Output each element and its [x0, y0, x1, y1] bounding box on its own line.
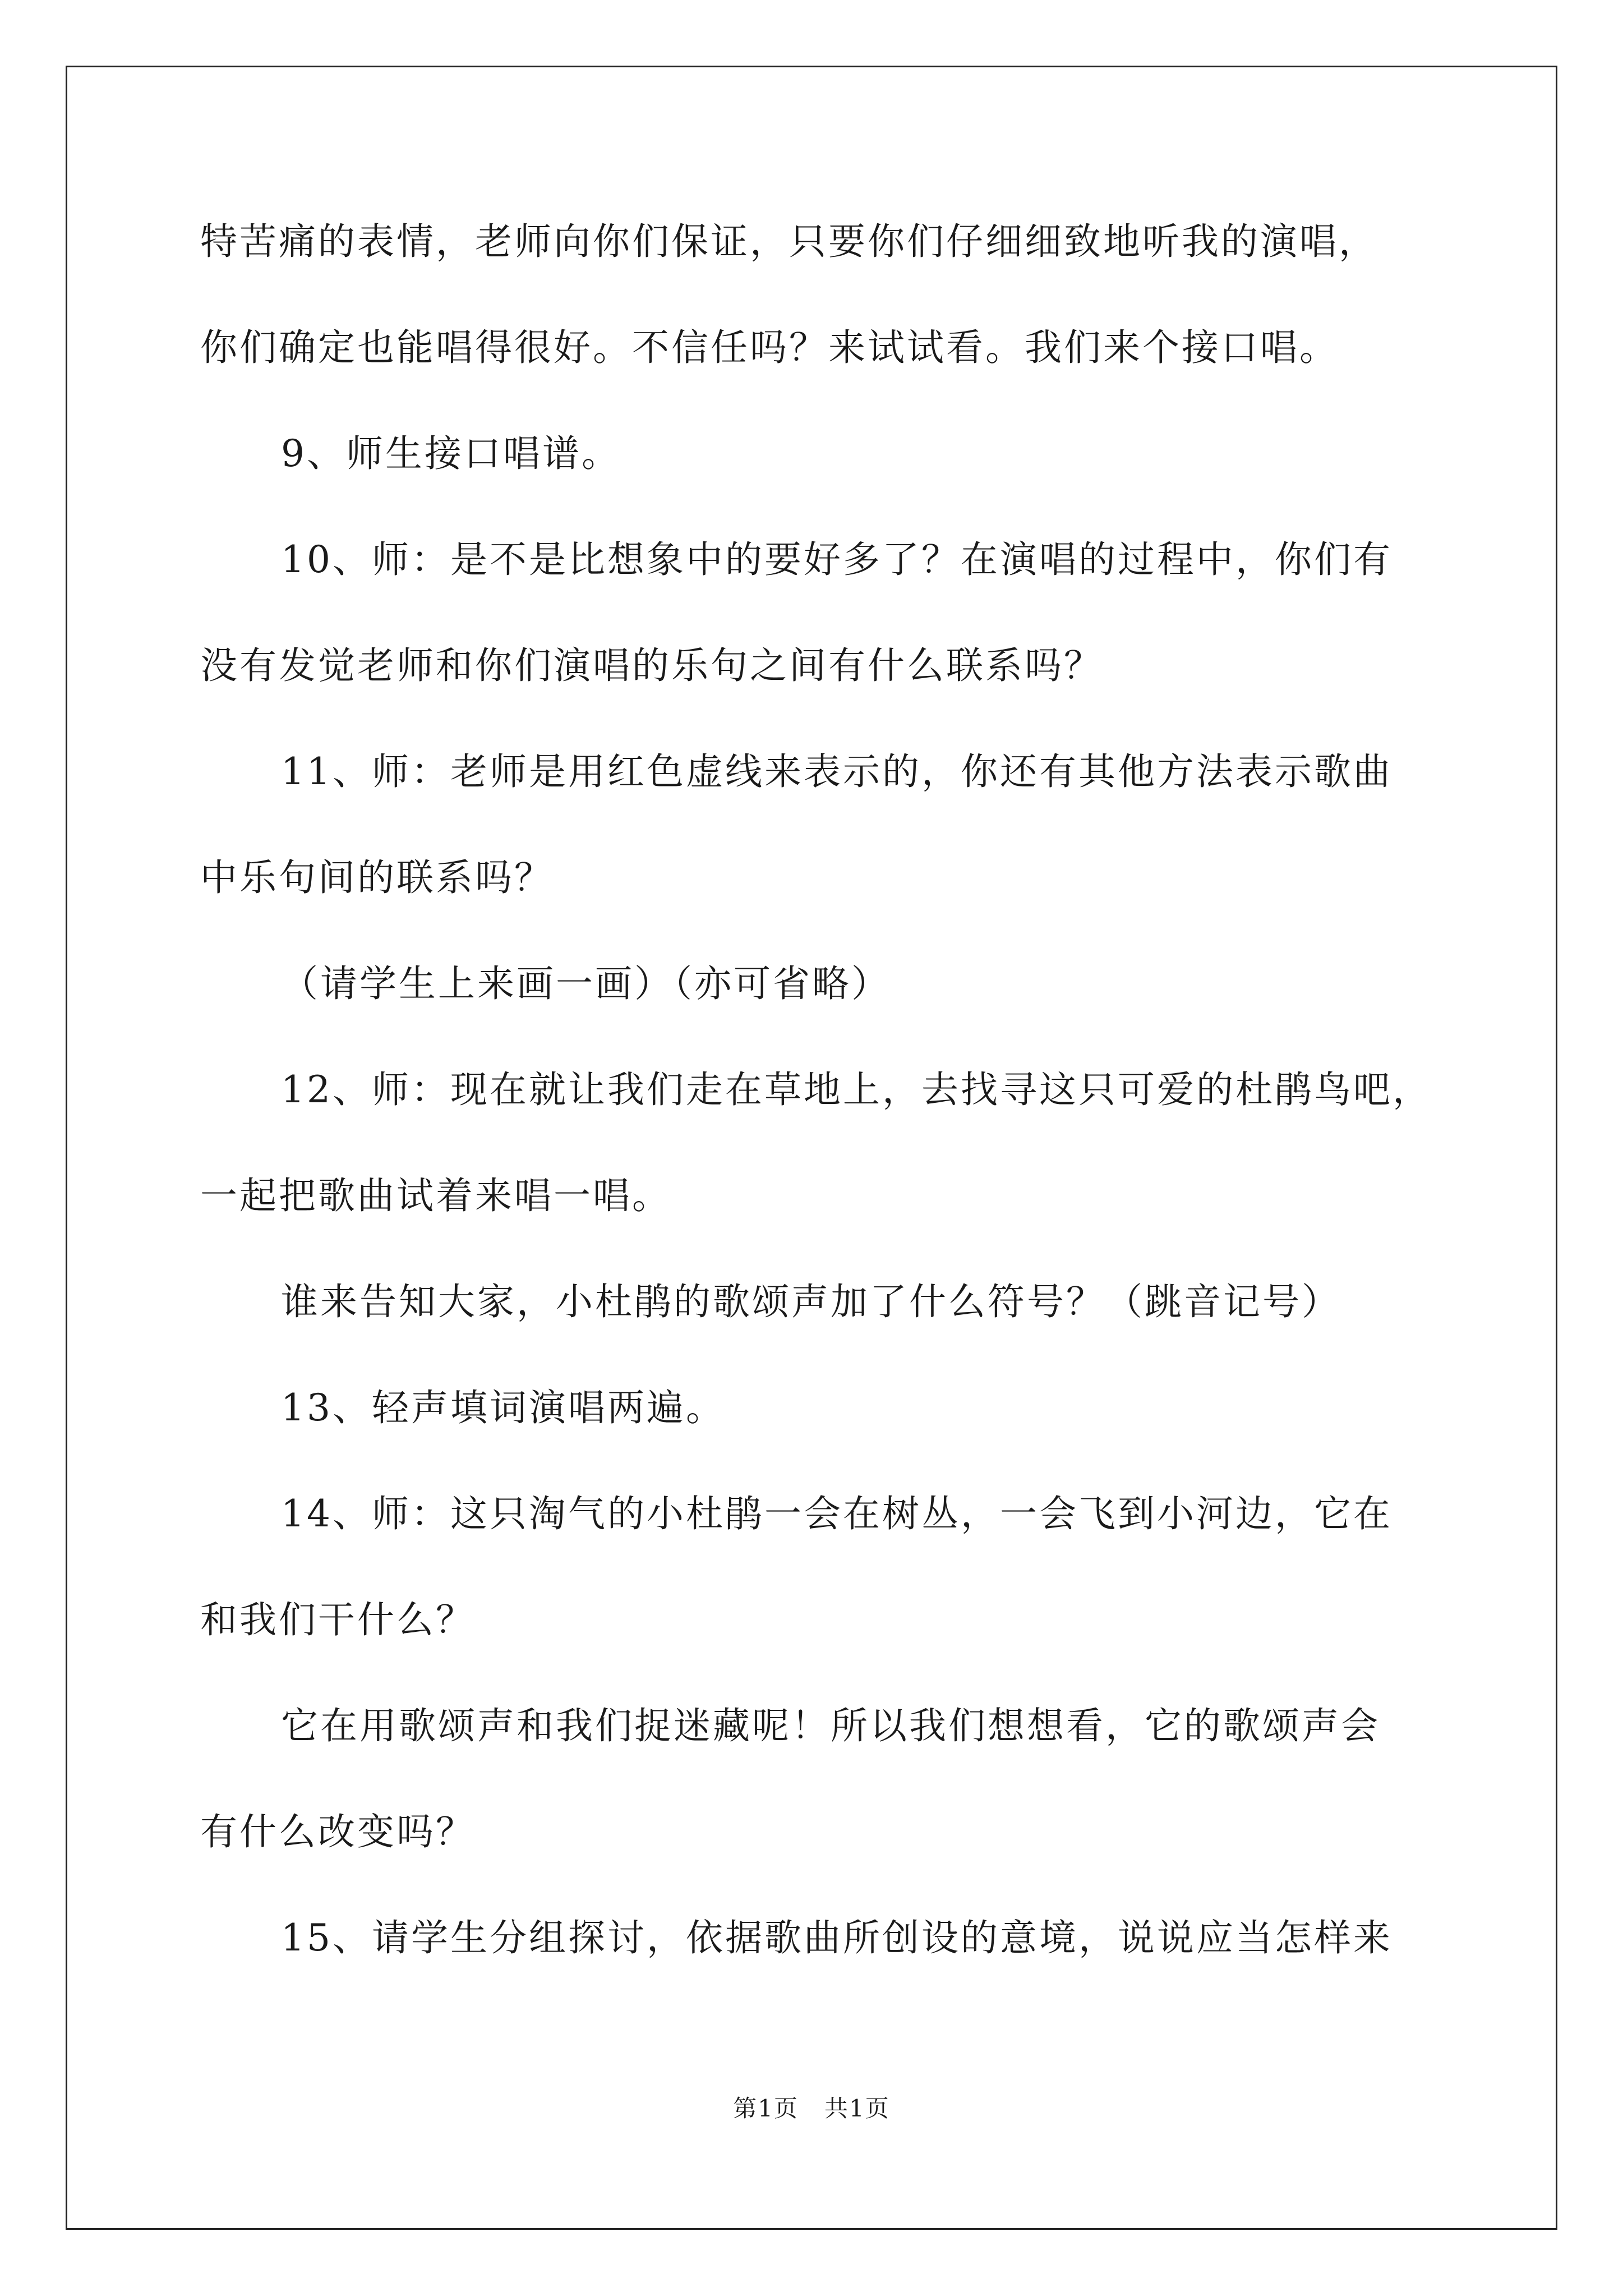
text-line: 9、师生接口唱谱。: [281, 432, 621, 475]
text-line: 11、师：老师是用红色虚线来表示的，你还有其他方法表示歌曲: [281, 750, 1393, 793]
text-line: 10、师：是不是比想象中的要好多了？在演唱的过程中，你们有: [281, 538, 1393, 581]
text-line: 14、师：这只淘气的小杜鹃一会在树丛，一会飞到小河边，它在: [281, 1492, 1393, 1535]
text-line: 中乐句间的联系吗？: [200, 856, 554, 899]
text-line: 谁来告知大家，小杜鹃的歌颂声加了什么符号？（跳音记号）: [281, 1280, 1341, 1323]
text-line: 12、师：现在就让我们走在草地上，去找寻这只可爱的杜鹃鸟吧，: [281, 1068, 1432, 1111]
text-line: 15、请学生分组探讨，依据歌曲所创设的意境，说说应当怎样来: [281, 1916, 1393, 1959]
text-line: 有什么改变吗？: [200, 1810, 475, 1853]
text-line: 13、轻声填词演唱两遍。: [281, 1386, 725, 1429]
text-line: 没有发觉老师和你们演唱的乐句之间有什么联系吗？: [200, 644, 1103, 687]
document-body: [200, 220, 1434, 2026]
page-footer: [0, 2095, 1623, 2122]
text-line: 和我们干什么？: [200, 1598, 475, 1641]
text-line: （请学生上来画一画）（亦可省略）: [281, 962, 891, 1005]
page-number: 第1页: [733, 2095, 799, 2122]
page-total: 共1页: [824, 2095, 890, 2122]
text-line: 你们确定也能唱得很好。不信任吗？来试试看。我们来个接口唱。: [200, 326, 1339, 369]
text-line: 一起把歌曲试着来唱一唱。: [200, 1174, 671, 1217]
text-line: 它在用歌颂声和我们捉迷藏呢！所以我们想想看，它的歌颂声会: [281, 1704, 1380, 1747]
text-line: 特苦痛的表情，老师向你们保证，只要你们仔细细致地听我的演唱，: [200, 220, 1378, 263]
